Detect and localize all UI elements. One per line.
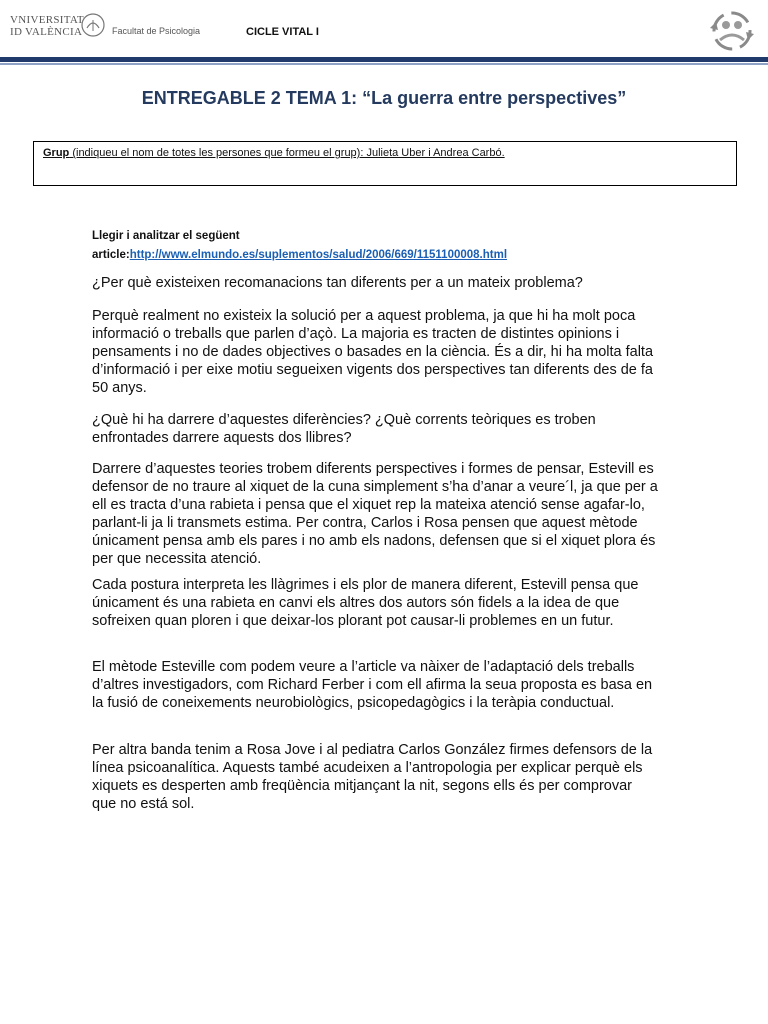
group-label: Grup [43,147,70,159]
instruction-line: Llegir i analitzar el següent [92,230,240,242]
university-logo [10,14,84,38]
header-rule [0,57,768,62]
university-name-line2: ID VALÈNCIA [10,26,83,38]
article-link[interactable]: http://www.elmundo.es/suplementos/salud/2006/669/1151100008.html [129,249,508,261]
answer-1: Perquè realment no existeix la solució per a aquest problema, ja que hi ha molt poca informació o treballs que parlen d’açò. La majoria es tracten de distintes opinions i pensaments i no de dades objectives o basades en la ciència. És a dir, hi ha molta falta d’informació i per eixe motiu segueixen vigents dos perspectives tan diferents des de fa 50 anys. [92,308,654,396]
document-title: ENTREGABLE 2 TEMA 1: “La guerra entre perspectives” [141,88,627,108]
page-header [0,0,768,60]
answer-3: Cada postura interpreta les llàgrimes i els plor de manera diferent, Estevill pensa que únicament és una rabieta en canvi els altres dos autors són fidels a la idea de que sofreixen quan ploren i que deixar-los plorant pot causar-li problemes en un futur. [92,577,639,629]
answer-2: Darrere d’aquestes teories trobem diferents perspectives i formes de pensar, Estevill es defensor de no traure al xiquet de la cuna simplement s’ha d’anar a veure´l, ja que per a ell es tracta d’una rabieta i pensa que el xiquet rep la mateixa atenció sense agafar-lo, parlant-li ja li transmets estima. Per contra, Carlos i Rosa pensen que aquest mètode únicament pensa amb els pares i no amb els nadons, defensen que si el xiquet plora és per que necessita atenció. [92,461,658,567]
course-name: CICLE VITAL I [246,26,319,38]
header-rule-thin [0,63,768,65]
university-seal-icon [80,12,106,38]
group-box [33,141,737,186]
question-1: ¿Per què existeixen recomanacions tan diferents per a un mateix problema? [92,275,583,291]
group-text: (indiqueu el nom de totes les persones que formeu el grup): Julieta Uber i Andrea Carbó. [69,147,505,159]
group-field [43,147,505,159]
question-2: ¿Què hi ha darrere d’aquestes diferències? ¿Què corrents teòriques es troben enfrontades darrere aquests dos llibres? [92,412,596,446]
instruction-prefix: article: [92,249,130,261]
university-name-line1: VNIVERSITAT [10,14,84,26]
answer-5: Per altra banda tenim a Rosa Jove i al pediatra Carlos González firmes defensors de la línea psicoanalítica. Aquests també acudeixen a l’antropologia per explicar perquè els xiquets es desperten amb freqüència mitjançant la nit, segons ells és per comprovar que no está sol. [92,742,653,812]
faculty-emblem-icon [706,8,758,54]
faculty-name: Facultat de Psicologia [112,26,201,36]
instruction-article-line [92,249,507,261]
answer-4: El mètode Esteville com podem veure a l’article va nàixer de l’adaptació dels treballs d’altres investigadors, com Richard Ferber i com ell afirma la seua proposta es basa en la fusió de coneixements neurobiològics, psicopedagògics i la teràpia conductual. [92,659,653,711]
